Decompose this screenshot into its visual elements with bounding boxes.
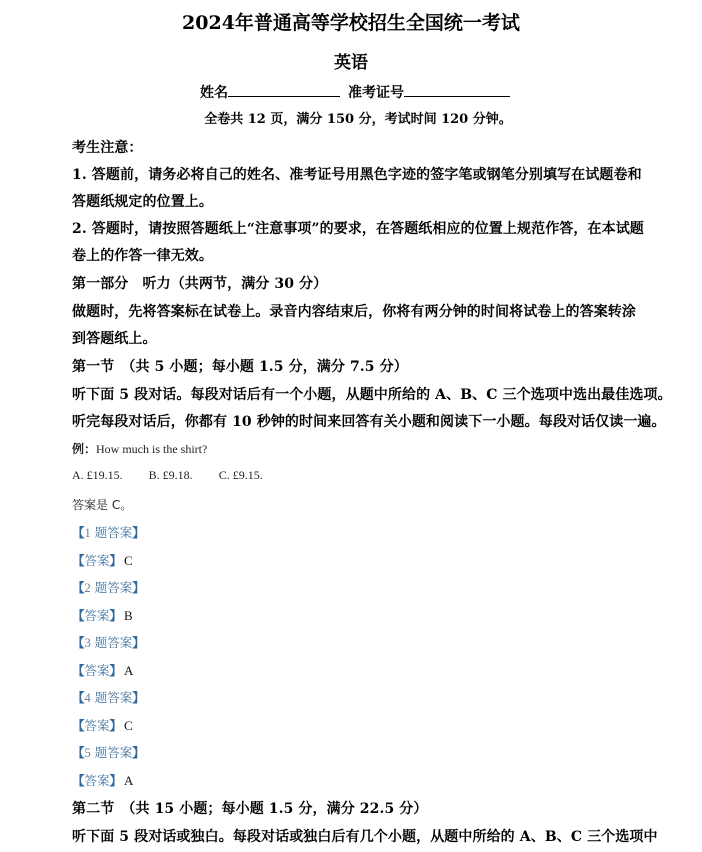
example-options <box>72 468 289 483</box>
bracket-close: 】 <box>132 525 145 540</box>
example-label: 例： <box>72 442 97 456</box>
id-blank <box>404 82 510 97</box>
question-number: 2 <box>84 581 91 595</box>
bracket-open: 【 <box>72 553 85 568</box>
question-5-answer <box>72 771 133 789</box>
answer-title-label: 题答案 <box>90 745 133 760</box>
bracket-open: 【 <box>72 580 85 595</box>
section1-heading: 第一节 （共 5 小题；每小题 1.5 分，满分 7.5 分） <box>72 359 408 375</box>
bracket-open: 【 <box>72 525 85 540</box>
bracket-open: 【 <box>72 635 85 650</box>
bracket-close: 】 <box>109 663 123 678</box>
example-option-a: A. £19.15. <box>72 468 123 482</box>
answer-value: C <box>124 718 133 733</box>
answer-title-label: 题答案 <box>90 635 133 650</box>
notice-heading: 考生注意： <box>72 140 143 156</box>
notice-item-1-cont: 答题纸规定的位置上。 <box>72 194 213 210</box>
bracket-open: 【 <box>72 663 85 678</box>
section2-instruction-1: 听下面 5 段对话或独白。每段对话或独白后有几个小题，从题中所给的 A、B、C 三个选项中 <box>72 829 658 845</box>
question-3-answer-title <box>72 633 145 651</box>
answer-label: 答案 <box>84 773 110 788</box>
question-4-answer-title <box>72 688 145 706</box>
answer-label: 答案 <box>84 663 110 678</box>
bracket-close: 】 <box>109 773 123 788</box>
answer-title-label: 题答案 <box>90 525 133 540</box>
bracket-open: 【 <box>72 718 85 733</box>
bracket-close: 】 <box>109 608 123 623</box>
example-option-c: C. £9.15. <box>218 468 263 482</box>
bracket-open: 【 <box>72 745 85 760</box>
bracket-open: 【 <box>72 773 85 788</box>
exam-title: 2024年普通高等学校招生全国统一考试 <box>182 12 520 34</box>
part1-instruction-1: 做题时，先将答案标在试卷上。录音内容结束后，你将有两分钟的时间将试卷上的答案转涂 <box>72 304 636 320</box>
example-question <box>72 440 207 457</box>
id-label: 准考证号 <box>348 85 404 101</box>
bracket-open: 【 <box>72 690 85 705</box>
bracket-open: 【 <box>72 608 85 623</box>
bracket-close: 】 <box>109 553 123 568</box>
example-answer <box>72 496 132 513</box>
answer-value: B <box>124 608 133 623</box>
question-2-answer-title <box>72 578 145 596</box>
question-5-answer-title <box>72 743 145 761</box>
section1-instruction-2: 听完每段对话后，你都有 10 秒钟的时间来回答有关小题和阅读下一小题。每段对话仅读一遍。 <box>72 414 666 430</box>
bracket-close: 】 <box>132 690 145 705</box>
answer-label: 答案 <box>84 608 110 623</box>
bracket-close: 】 <box>132 745 145 760</box>
exam-subject: 英语 <box>334 53 368 73</box>
answer-value: C <box>124 553 133 568</box>
bracket-close: 】 <box>109 718 123 733</box>
name-blank <box>228 82 340 97</box>
notice-item-1: 1. 答题前，请务必将自己的姓名、准考证号用黑色字迹的签字笔或钢笔分别填写在试题卷和 <box>72 167 642 183</box>
answer-label: 答案 <box>84 718 110 733</box>
exam-info: 全卷共 12 页，满分 150 分，考试时间 120 分钟。 <box>204 112 512 127</box>
question-2-answer <box>72 606 133 624</box>
bracket-close: 】 <box>132 635 145 650</box>
question-3-answer <box>72 661 133 679</box>
bracket-close: 】 <box>132 580 145 595</box>
section1-instruction-1: 听下面 5 段对话。每段对话后有一个小题，从题中所给的 A、B、C 三个选项中选出最佳选项。 <box>72 387 672 403</box>
answer-value: A <box>124 663 134 678</box>
candidate-info-line <box>200 82 510 102</box>
question-number: 1 <box>84 526 91 540</box>
question-1-answer-title <box>72 523 145 541</box>
answer-title-label: 题答案 <box>90 580 133 595</box>
answer-label: 答案 <box>84 553 110 568</box>
notice-item-2-cont: 卷上的作答一律无效。 <box>72 248 213 264</box>
notice-item-2: 2. 答题时，请按照答题纸上“注意事项”的要求，在答题纸相应的位置上规范作答，在本试题 <box>72 221 644 237</box>
question-4-answer <box>72 716 133 734</box>
answer-value: A <box>124 773 134 788</box>
example-answer-text: 答案是 C。 <box>72 498 133 512</box>
question-1-answer <box>72 551 133 569</box>
question-number: 4 <box>84 691 91 705</box>
question-number: 5 <box>84 746 91 760</box>
example-option-b: B. £9.18. <box>148 468 193 482</box>
answer-title-label: 题答案 <box>90 690 133 705</box>
part1-instruction-2: 到答题纸上。 <box>72 331 157 347</box>
section2-heading: 第二节 （共 15 小题；每小题 1.5 分，满分 22.5 分） <box>72 801 428 817</box>
name-label: 姓名 <box>200 85 228 101</box>
example-question-text: How much is the shirt? <box>96 442 208 456</box>
part1-heading: 第一部分 听力（共两节，满分 30 分） <box>72 276 328 292</box>
question-number: 3 <box>84 636 91 650</box>
